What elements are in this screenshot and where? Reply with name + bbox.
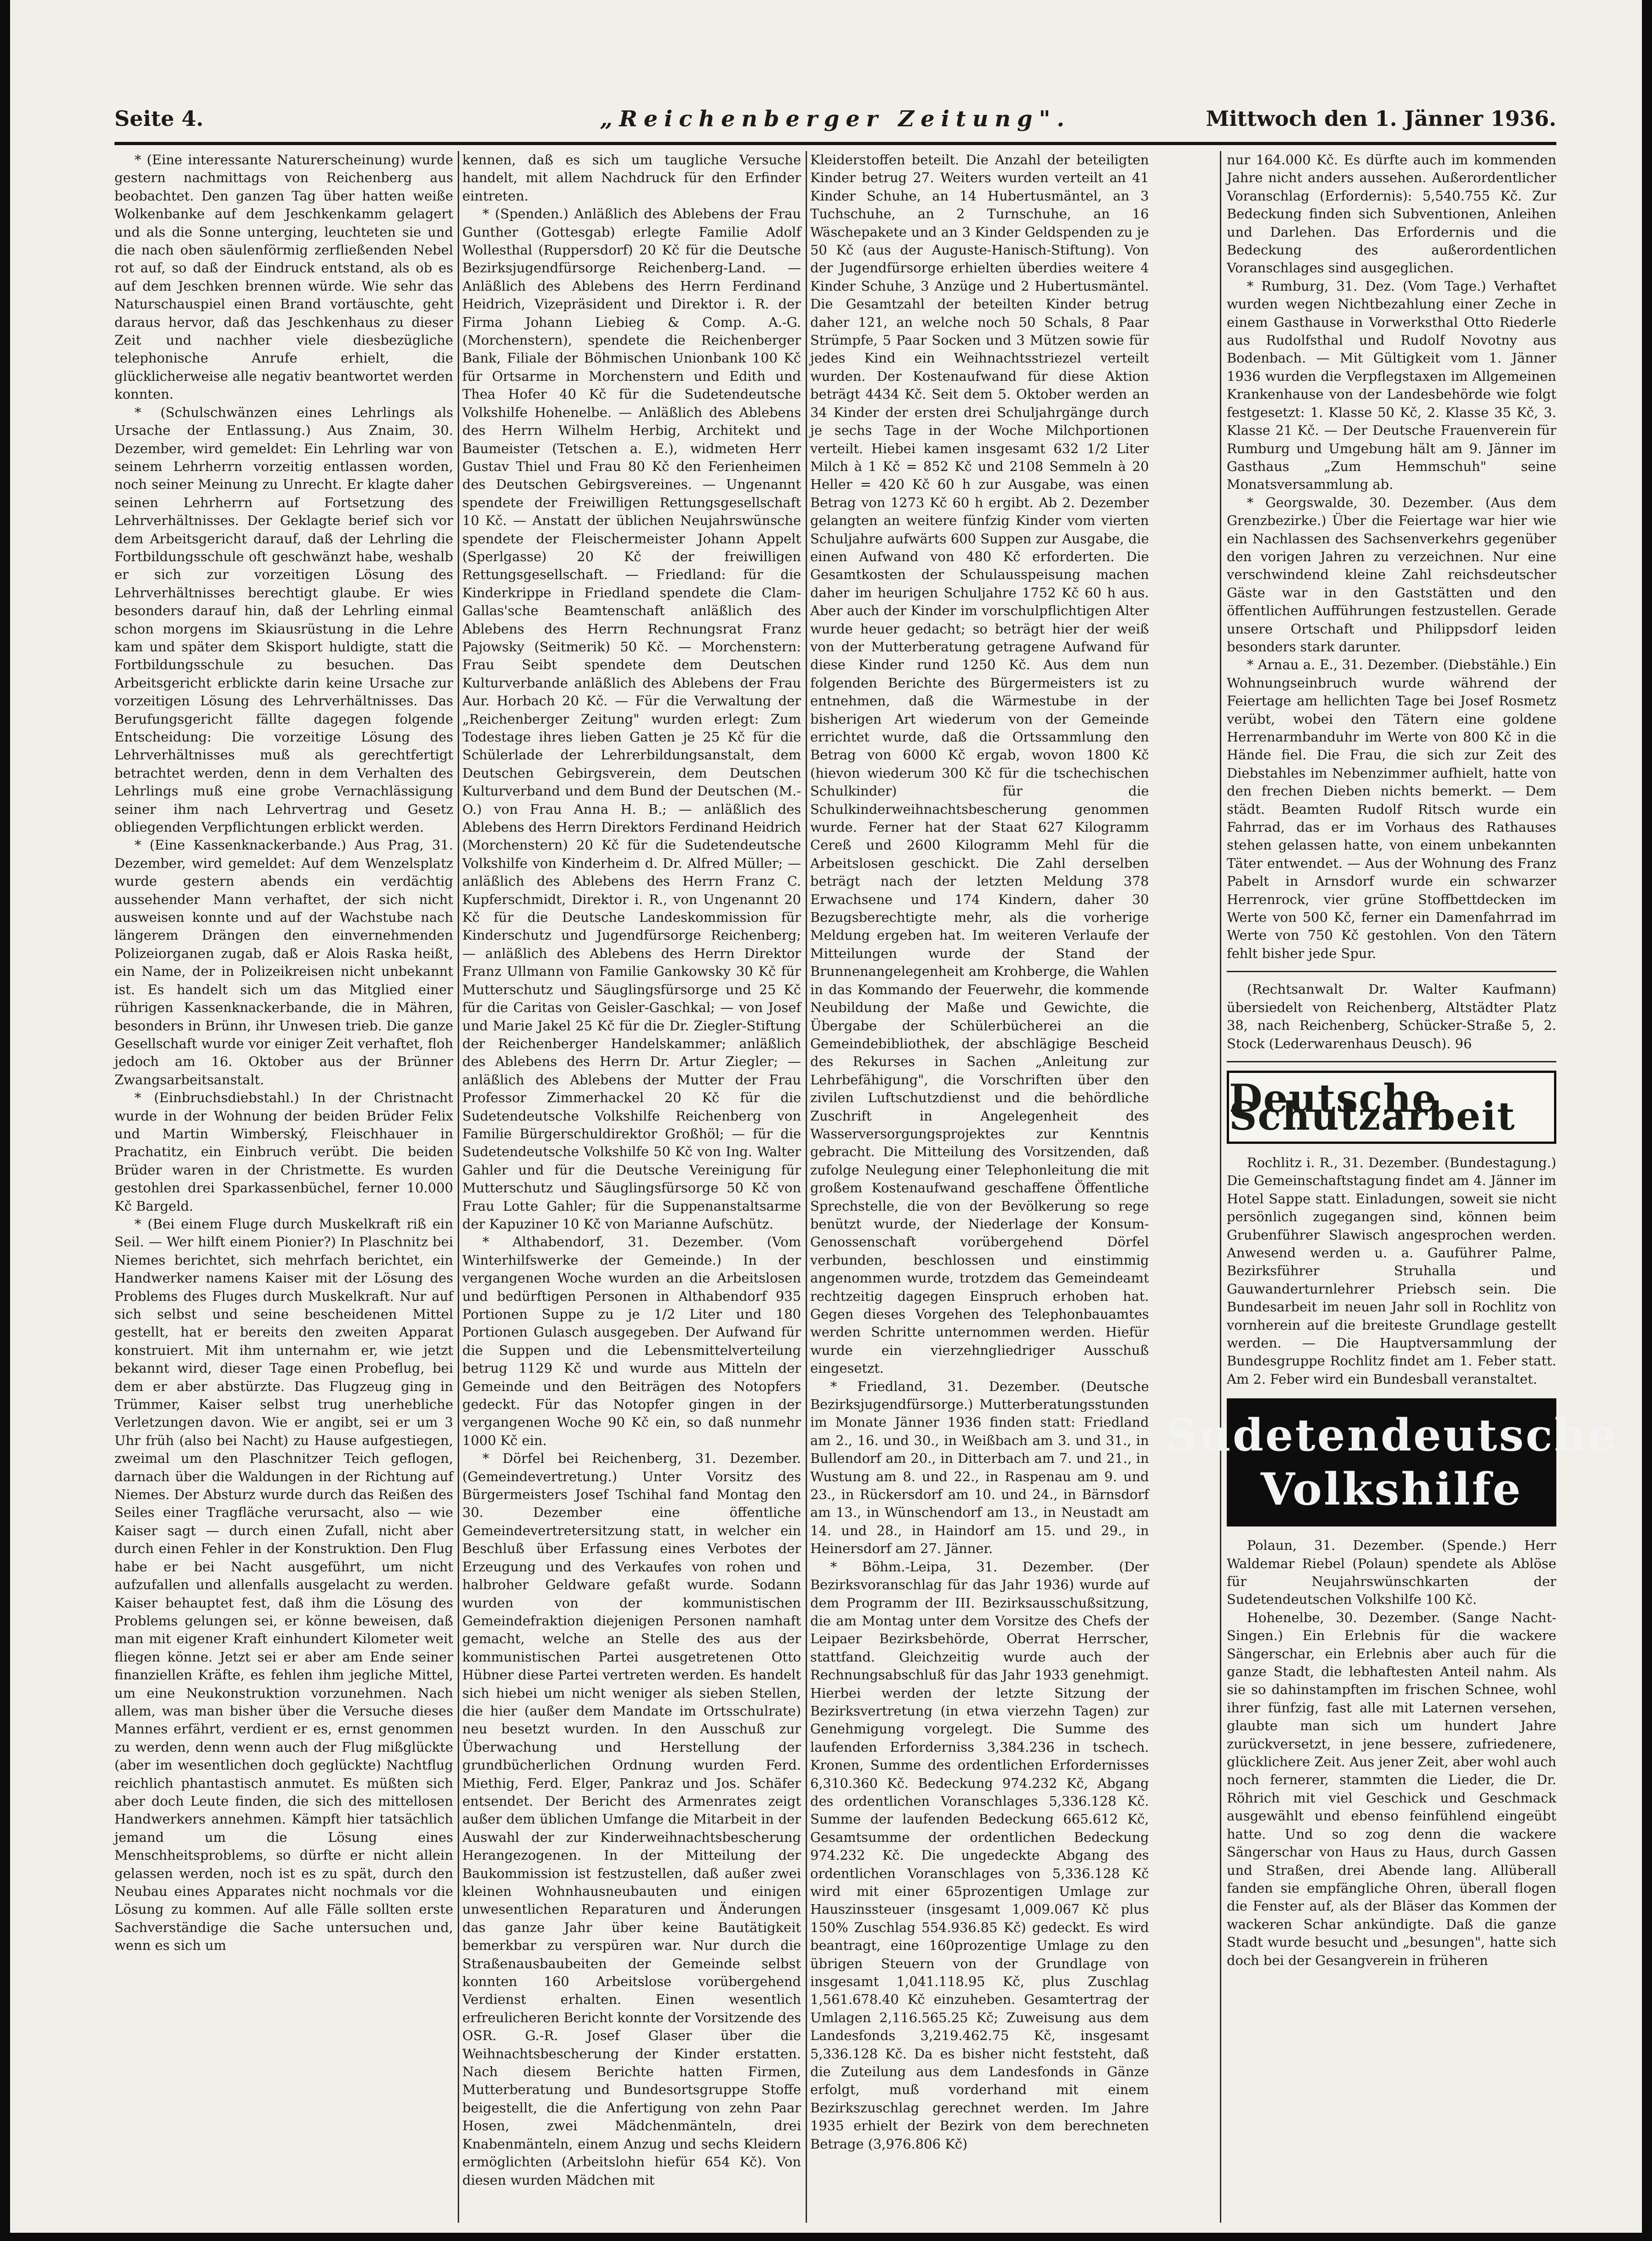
column-divider	[1220, 151, 1221, 2223]
banner-line: Volkshilfe	[1261, 1463, 1522, 1516]
article-paragraph: * Althabendorf, 31. Dezember. (Vom Winterhilfswerke der Gemeinde.) In der vergangenen Woche wurden an die Arbeitslosen und bedürftigen Personen in Althabendorf 935 Portionen Suppe zu je 1/2 Liter und 180 Portionen Gulasch ausgegeben. Der Aufwand für die Suppen und die Lebensmittelverteilung betrug 1129 Kč und wurde aus Mitteln der Gemeinde und den Beiträgen des Notopfers gedeckt. Für das Notopfer gingen in der vergangenen Woche 90 Kč ein, so daß nunmehr 1000 Kč ein.	[462, 1234, 801, 1448]
article-paragraph: * (Eine Kassenknackerbande.) Aus Prag, 31. Dezember, wird gemeldet: Auf dem Wenzelsplatz wurde gestern abends ein verdächtig aussehender Mann verhaftet, der sich nicht ausweisen konnte und auf der Wachstube nach längerem Drängen den einvernehmenden Polizeiorganen zugab, daß er Alois Raska heißt, ein Name, der in Polizeikreisen nicht unbekannt ist. Es handelt sich um das Mitglied einer rührigen Kassenknackerbande, die in Mähren, besonders in Brünn, ihr Unwesen trieb. Die ganze Gesellschaft wurde vor einiger Zeit verhaftet, floh jedoch am 16. Oktober aus der Brünner Zwangsarbeitsanstalt.	[114, 837, 453, 1088]
section-banner-volkshilfe	[1165, 1398, 1618, 1526]
article-paragraph: * Rumburg, 31. Dez. (Vom Tage.) Verhaftet wurden wegen Nichtbezahlung einer Zeche in einem Gasthause in Vorwerksthal Otto Riederle aus Rudolfsthal und Rudolf Novotny aus Bodenbach. — Mit Gültigkeit vom 1. Jänner 1936 wurden die Verpflegstaxen im Allgemeinen Krankenhause von der Landesbehörde wie folgt festgesetzt: 1. Klasse 50 Kč, 2. Klasse 35 Kč, 3. Klasse 21 Kč. — Der Deutsche Frauenverein für Rumburg und Umgebung hält am 9. Jänner im Gasthaus „Zum Hemmschuh" seine Monatsversammlung ab.	[1227, 278, 1556, 493]
page-number: Seite 4.	[114, 106, 204, 131]
article-paragraph: * (Einbruchsdiebstahl.) In der Christnacht wurde in der Wohnung der beiden Brüder Felix und Martin Wimberský, Fleischhauer in Prachatitz, ein Einbruch verübt. Die beiden Brüder waren in der Christmette. Es wurden gestohlen drei Sparkassenbüchel, ferner 10.000 Kč Bargeld.	[114, 1090, 453, 1214]
article-paragraph: nur 164.000 Kč. Es dürfte auch im kommenden Jahre nicht anders aussehen. Außerordentlicher Voranschlag (Erfordernis): 5,540.755 Kč. Zur Bedeckung finden sich Subventionen, Anleihen und Darlehen. Das Erfordernis und die Bedeckung des außerordentlichen Voranschlages sind ausgeglichen.	[1227, 152, 1556, 276]
article-paragraph: Kleiderstoffen beteilt. Die Anzahl der beteiligten Kinder betrug 27. Weiters wurden verteilt an 41 Kinder Schuhe, an 14 Hubertusmäntel, an 3 Tuchschuhe, an 2 Turnschuhe, an 16 Wäschepakete und an 3 Kinder Geldspenden zu je 50 Kč (aus der Auguste-Hanisch-Stiftung). Von der Jugendfürsorge erhielten überdies weitere 4 Kinder Schuhe, 3 Anzüge und 2 Hubertusmäntel. Die Gesamtzahl der beteilten Kinder betrug daher 121, an welche noch 50 Schals, 8 Paar Strümpfe, 5 Paar Socken und 3 Mützen sowie für jedes Kind ein Weihnachtsstriezel verteilt wurden. Der Kostenaufwand für diese Aktion beträgt 4434 Kč. Seit dem 5. Oktober werden an 34 Kinder der ersten drei Schuljahrgänge durch je sechs Tage in der Woche Milchportionen verteilt. Hiebei kamen insgesamt 632 1/2 Liter Milch à 1 Kč = 852 Kč und 2108 Semmeln à 20 Heller = 420 Kč 60 h zur Ausgabe, was einen Betrag von 1273 Kč 60 h ergibt. Ab 2. Dezember gelangten an weitere fünfzig Kinder vom vierten Schuljahre aufwärts 600 Suppen zur Ausgabe, die einen Aufwand von 480 Kč erforderten. Die Gesamtkosten der Schulausspeisung machen daher im heurigen Schuljahre 1752 Kč 60 h aus. Aber auch der Kinder im vorschulpflichtigen Alter wurde heuer gedacht; so beträgt hier der weiß von der Mutterberatung getragene Aufwand für diese Kinder rund 1250 Kč. Aus dem nun folgenden Berichte des Bürgermeisters ist zu entnehmen, daß die Wärmestube in der bisherigen Art wiederum von der Gemeinde errichtet wurde, daß die Ortssammlung den Betrag von 6000 Kč ergab, wovon 1800 Kč (hievon wiederum 300 Kč für die tschechischen Schulkinder) für die Schulkinderweihnachtsbescherung genommen wurde. Ferner hat der Staat 627 Kilogramm Cereß und 2600 Kilogramm Mehl für die Arbeitslosen geschickt. Die Zahl derselben beträgt nach der letzten Meldung 378 Erwachsene und 174 Kindern, daher 30 Bezugsberechtigte mehr, als die vorherige Meldung ergeben hat. Im weiteren Verlaufe der Mitteilungen wurde der Stand der Brunnenangelegenheit am Krohberge, die Wahlen in das Kommando der Feuerwehr, die kommende Neubildung der Maße und Gewichte, die Übergabe der Schülerbücherei an die Gemeindebibliothek, der abschlägige Bescheid des Rekurses in Sachen „Anleitung zur Lehrbefähigung", die Vorschriften über den zivilen Luftschutzdienst und die behördliche Zuschrift in Angelegenheit des Wasserversorgungsprojektes zur Kenntnis gebracht. Die Mitteilung des Vorsitzenden, daß zufolge Neulegung einer Telephonleitung die mit großem Kostenaufwand geschaffene Öffentliche Sprechstelle, die von der Bevölkerung so rege benützt wurde, der Niederlage der Konsum-Genossenschaft vorübergehend Dörfel verbunden, beschlossen und einstimmig angenommen wurde, trotzdem das Gemeindeamt rechtzeitig dagegen Einspruch erhoben hat. Gegen dieses Vorgehen des Telephonbauamtes werden Schritte unternommen werden. Hiefür wurde ein vierzehngliedriger Ausschuß eingesetzt.	[810, 152, 1149, 1376]
article-paragraph: Rochlitz i. R., 31. Dezember. (Bundestagung.) Die Gemeinschaftstagung findet am 4. Jänner im Hotel Sappe statt. Einladungen, soweit sie nicht persönlich zugegangen sind, können beim Grubenführer Slawisch angesprochen werden. Anwesend werden u. a. Gauführer Palme, Bezirksführer Struhalla und Gauwanderturnlehrer Priebsch sein. Die Bundesarbeit im neuen Jahr soll in Rochlitz von vornherein auf die breiteste Grundlage gestellt werden. — Die Hauptversammlung der Bundesgruppe Rochlitz findet am 1. Feber statt. Am 2. Feber wird ein Bundesball veranstaltet.	[1227, 1154, 1556, 1387]
article-paragraph: * Georgswalde, 30. Dezember. (Aus dem Grenzbezirke.) Über die Feiertage war hier wie ein Nachlassen des Sachsenverkehrs gegenüber den vorigen Jahren zu verzeichnen. Nur eine verschwindend kleine Zahl reichsdeutscher Gäste war in den Gaststätten und den öffentlichen Aufführungen festzustellen. Gerade unsere Ortschaft und Philippsdorf leiden besonders stark darunter.	[1227, 494, 1556, 655]
banner-line: Sudetendeutsche	[1165, 1409, 1618, 1462]
article-paragraph: kennen, daß es sich um taugliche Versuche handelt, mit allem Nachdruck für den Erfinder eintreten.	[462, 152, 801, 204]
column-4	[1165, 151, 1618, 2223]
column-divider	[458, 151, 459, 2223]
article-paragraph: * Friedland, 31. Dezember. (Deutsche Bezirksjugendfürsorge.) Mutterberatungsstunden im Monate Jänner 1936 finden statt: Friedland am 2., 16. und 30., in Weißbach am 3. und 31., in Bullendorf am 20., in Ditterbach am 7. und 21., in Wustung am 8. und 22., in Raspenau am 9. und 23., in Rückersdorf am 10. und 24., in Bärnsdorf am 13., in Wünschendorf am 13., in Neustadt am 14. und 28., in Haindorf am 15. und 29., in Heinersdorf am 27. Jänner.	[810, 1378, 1149, 1557]
column-1	[114, 151, 453, 2223]
article-paragraph: * (Schulschwänzen eines Lehrlings als Ursache der Entlassung.) Aus Znaim, 30. Dezember, wird gemeldet: Ein Lehrling war von seinem Lehrherrn vorzeitig entlassen worden, noch seiner Meinung zu Unrecht. Er klagte daher seinen Lehrherrn auf Fortsetzung des Lehrverhältnisses. Der Geklagte berief sich vor dem Arbeitsgericht darauf, daß der Lehrling die Fortbildungsschule oft geschwänzt habe, weshalb er sich zur vorzeitigen Lösung des Lehrverhältnisses berechtigt glaube. Er wies besonders darauf hin, daß der Lehrling einmal schon morgens im Skiausrüstung in die Lehre kam und später dem Skisport huldigte, statt die Fortbildungsschule zu besuchen. Das Arbeitsgericht erblickte darin keine Ursache zur vorzeitigen Lösung des Lehrverhältnisses. Das Berufungsgericht fällte dagegen folgende Entscheidung: Die vorzeitige Lösung des Lehrverhältnisses muß als gerechtfertigt betrachtet werden, denn in dem Verhalten des Lehrlings muß eine grobe Vernachlässigung seiner ihm nach Lehrvertrag und Gesetz obliegenden Verpflichtungen erblickt werden.	[114, 404, 453, 835]
article-paragraph: * (Bei einem Fluge durch Muskelkraft riß ein Seil. — Wer hilft einem Pionier?) In Plaschnitz bei Niemes berichtet, sich mehrfach berichtet, ein Handwerker namens Kaiser mit der Lösung des Problems des Fluges durch Muskelkraft. Nur auf sich selbst und seine bescheidenen Mittel gestellt, hat er bereits den zweiten Apparat konstruiert. Mit ihm unternahm er, wie jetzt bekannt wird, dieser Tage einen Probeflug, bei dem er aber abstürzte. Das Flugzeug ging in Trümmer, Kaiser selbst trug unerhebliche Verletzungen davon. Wie er angibt, sei er um 3 Uhr früh (also bei Nacht) zu Hause aufgestiegen, zweimal um den Plaschnitzer Teich geflogen, darnach über die Waldungen in der Richtung auf Niemes. Der Absturz wurde durch das Reißen des Seiles einer Tragfläche verursacht, also — wie Kaiser sagt — durch einen Zufall, nicht aber durch einen Fehler in der Konstruktion. Den Flug habe er bei Nacht ausgeführt, um nicht aufzufallen und allenfalls ausgelacht zu werden. Kaiser behauptet fest, daß ihm die Lösung des Problems gelungen sei, er könne beweisen, daß man mit eigener Kraft einhundert Kilometer weit fliegen könne. Jetzt sei er aber am Ende seiner finanziellen Kräfte, es fehlen ihm jegliche Mittel, um eine Neukonstruktion vorzunehmen. Nach allem, was man bisher über die Versuche dieses Mannes erfährt, verdient er es, ernst genommen zu werden, denn wenn auch der Flug mißglückte (aber im wesentlichen doch geglückte) Nachtflug reichlich phantastisch anmutet. Es müßten sich aber doch Leute finden, die sich des mittellosen Handwerkers annehmen. Kämpft hier tatsächlich jemand um die Lösung eines Menschheitsproblems, so dürfte er nicht allein gelassen werden, noch ist es zu spät, durch den Neubau eines Apparates nicht nochmals vor die Lösung zu kommen. Auf alle Fälle sollten erste Sachverständige die Sache untersuchen und, wenn es sich um	[114, 1216, 453, 1954]
article-paragraph: * (Spenden.) Anläßlich des Ablebens der Frau Gunther (Gottesgab) erlegte Familie Adolf Wollesthal (Ruppersdorf) 20 Kč für die Deutsche Bezirksjugendfürsorge Reichenberg-Land. — Anläßlich des Ablebens des Herrn Ferdinand Heidrich, Vizepräsident und Direktor i. R. der Firma Johann Liebieg & Comp. A.-G. (Morchenstern), spendete die Reichenberger Bank, Filiale der Böhmischen Unionbank 100 Kč für Ortsarme in Morchenstern und Edith und Thea Hofer 40 Kč für die Sudetendeutsche Volkshilfe Hohenelbe. — Anläßlich des Ablebens des Herrn Wilhelm Herbig, Architekt und Baumeister (Tetschen a. E.), widmeten Herr Gustav Thiel und Frau 80 Kč den Ferienheimen des Deutschen Gebirgsvereines. — Ungenannt spendete der Freiwilligen Rettungsgesellschaft 10 Kč. — Anstatt der üblichen Neujahrswünsche spendete der Fleischermeister Johann Appelt (Sperlgasse) 20 Kč der freiwilligen Rettungsgesellschaft. — Friedland: für die Kinderkrippe in Friedland spendete die Clam-Gallas'sche Beamtenschaft anläßlich des Ablebens des Herrn Rechnungsrat Franz Pajowsky (Seitmerik) 50 Kč. — Morchenstern: Frau Seibt spendete dem Deutschen Kulturverbande anläßlich des Ablebens der Frau Aur. Horbach 20 Kč. — Für die Verwaltung der „Reichenberger Zeitung" wurden erlegt: Zum Todestage ihres lieben Gatten je 25 Kč für die Schülerlade der Lehrerbildungsanstalt, dem Deutschen Gebirgsverein, dem Deutschen Kulturverband und dem Bund der Deutschen (M.-O.) von Frau Anna H. B.; — anläßlich des Ablebens des Herrn Direktors Ferdinand Heidrich (Morchenstern) 20 Kč für die Sudetendeutsche Volkshilfe von Kinderheim d. Dr. Alfred Müller; — anläßlich des Ablebens des Herrn Franz C. Kupferschmidt, Direktor i. R., von Ungenannt 20 Kč für die Deutsche Landeskommission für Kinderschutz und Jugendfürsorge Reichenberg; — anläßlich des Ablebens des Herrn Direktor Franz Ullmann von Familie Gankowsky 30 Kč für Mutterschutz und Säuglingsfürsorge und 25 Kč für die Caritas von Geisler-Gaschkal; — von Josef und Marie Jakel 25 Kč für die Dr. Ziegler-Stiftung der Reichenberger Handelskammer; anläßlich des Ablebens des Herrn Dr. Artur Ziegler; — anläßlich des Ablebens der Mutter der Frau Professor Zimmerhackel 20 Kč für die Sudetendeutsche Volkshilfe Reichenberg von Familie Bürgerschuldirektor Großhöl; — für die Sudetendeutsche Volkshilfe 50 Kč von Ing. Walter Gahler und für die Deutsche Vereinigung für Mutterschutz und Säuglingsfürsorge 50 Kč von Frau Lotte Gahler; für die Suppenanstaltsarme der Kapuziner 10 Kč von Marianne Aufschütz.	[462, 206, 801, 1232]
article-paragraph: * Dörfel bei Reichenberg, 31. Dezember. (Gemeindevertretung.) Unter Vorsitz des Bürgermeisters Josef Tschihal fand Montag den 30. Dezember eine öffentliche Gemeindevertretersitzung statt, in welcher ein Beschluß über Erfassung eines Verbotes der Erzeugung und des Verkaufes von rohen und halbroher Geldware gefaßt wurde. Sodann wurden von der kommunistischen Gemeindefraktion diejenigen Personen namhaft gemacht, welche an Stelle des aus der kommunistischen Partei ausgetretenen Otto Hübner diese Partei vertreten werden. Es handelt sich hiebei um nicht weniger als sieben Stellen, die hier (außer dem Mandate im Ortsschulrate) neu besetzt wurden. In den Ausschuß zur Überwachung und Herstellung der grundbücherlichen Ordnung wurden Ferd. Miethig, Ferd. Elger, Pankraz und Jos. Schäfer entsendet. Der Bericht des Armenrates zeigt außer dem üblichen Umfange die Mitarbeit in der Auswahl der zur Kinderweihnachtsbescherung Herangezogenen. In der Mitteilung der Baukommission ist festzustellen, daß außer zwei kleinen Wohnhausneubauten und einigen unwesentlichen Reparaturen und Änderungen das ganze Jahr über keine Bautätigkeit bemerkbar zu verspüren war. Nur durch die Straßenausbaubeiten der Gemeinde selbst konnten 160 Arbeitslose vorübergehend Verdienst erhalten. Einen wesentlich erfreulicheren Bericht konnte der Vorsitzende des OSR. G.-R. Josef Glaser über die Weihnachtsbescherung der Kinder erstatten. Nach diesem Berichte hatten Firmen, Mutterberatung und Bundesortsgruppe Stoffe beigestellt, die die Anfertigung von zehn Paar Hosen, zwei Mädchenmänteln, drei Knabenmänteln, einem Anzug und sechs Kleidern ermöglichten (Arbeitslohn hiefür 654 Kč). Von diesen wurden Mädchen mit	[462, 1451, 801, 2188]
scan-border-left	[0, 0, 10, 2241]
article-paragraph: * (Eine interessante Naturerscheinung) wurde gestern nachmittags von Reichenberg aus beobachtet. Den ganzen Tag über hatten weiße Wolkenbanke auf dem Jeschkenkamm gelagert und als die Sonne unterging, leuchteten sie und die nach oben säulenförmig zerfließenden Nebel rot auf, so daß der Eindruck entstand, als ob es auf dem Jeschken brennen würde. Wie sehr das Naturschauspiel einen Brand vortäuschte, geht daraus hervor, daß das Jeschkenhaus zu dieser Zeit und nachher viele diesbezügliche telephonische Anrufe erhielt, die glücklicherweise alle negativ beantwortet werden konnten.	[114, 152, 453, 402]
scan-border-bottom	[0, 2233, 1652, 2241]
article-paragraph: Hohenelbe, 30. Dezember. (Sange Nacht-Singen.) Ein Erlebnis für die wackere Sängerschar, ein Erlebnis aber auch für die ganze Stadt, die lebhaftesten Anteil nahm. Als sie so dahinstampften im frischen Schnee, wohl ihrer fünfzig, fast alle mit Laternen versehen, glaubte man sich um hundert Jahre zurückversetzt, in jene bessere, zufriedenere, glücklichere Zeit. Aus jener Zeit, aber wohl auch noch fernerer, stammten die Lieder, die Dr. Röhrich mit viel Geschick und Geschmack ausgewählt und ebenso feinfühlend eingeübt hatte. Und so zog denn die wackere Sängerschar von Haus zu Haus, durch Gassen und Straßen, drei Abende lang. Allüberall fanden sie empfängliche Ohren, überall flogen die Fenster auf, als der Bläser das Kommen der wackeren Schar ankündigte. Daß die ganze Stadt wurde besucht und „besungen", hatte sich doch bei der Gesangverein in früheren	[1227, 1609, 1556, 1968]
column-divider	[806, 151, 807, 2223]
section-rule	[1227, 1061, 1556, 1062]
newspaper-title: „Reichenberger Zeitung".	[600, 106, 1071, 132]
notice-paragraph: (Rechtsanwalt Dr. Walter Kaufmann) übersiedelt von Reichenberg, Altstädter Platz 38, nach Reichenberg, Schücker-Straße 5, 2. Stock (Lederwarenhaus Deusch). 96	[1227, 981, 1556, 1051]
column-3	[810, 151, 1149, 2223]
section-rule	[1227, 971, 1556, 972]
scan-border-right	[1642, 0, 1652, 2241]
article-paragraph: * Arnau a. E., 31. Dezember. (Diebstähle.) Ein Wohnungseinbruch wurde während der Feiertage am hellichten Tage bei Josef Rosmetz verübt, wobei den Tätern eine goldene Herrenarmbanduhr im Werte von 800 Kč in die Hände fiel. Die Frau, die sich zur Zeit des Diebstahles im Nebenzimmer aufhielt, hatte von den frechen Dieben nichts bemerkt. — Dem städt. Beamten Rudolf Ritsch wurde ein Fahrrad, das er im Vorhaus des Rathauses stehen gelassen hatte, von einem unbekannten Täter entwendet. — Aus der Wohnung des Franz Pabelt in Arnsdorf wurde ein schwarzer Herrenrock, vier grüne Stoffbettdecken im Werte von 500 Kč, ferner ein Damenfahrrad im Werte von 750 Kč gestohlen. Von den Tätern fehlt bisher jede Spur.	[1227, 657, 1556, 961]
section-banner-schutzarbeit: Deutsche Schutzarbeit	[1227, 1071, 1556, 1144]
header-rule	[114, 142, 1556, 145]
masthead	[114, 106, 1556, 138]
issue-date: Mittwoch den 1. Jänner 1936.	[1206, 106, 1556, 131]
article-paragraph: * Böhm.-Leipa, 31. Dezember. (Der Bezirksvoranschlag für das Jahr 1936) wurde auf dem Programm der III. Bezirksausschußsitzung, die am Montag unter dem Vorsitze des Chefs der Leipaer Bezirksbehörde, Oberrat Herrscher, stattfand. Gleichzeitig wurde auch der Rechnungsabschluß für das Jahr 1933 genehmigt. Hierbei werden der letzte Sitzung der Bezirksvertretung (in etwa vierzehn Tagen) zur Genehmigung vorgelegt. Die Summe des laufenden Erforderniss 3,384.236 in tschech. Kronen, Summe des ordentlichen Erfordernisses 6,310.360 Kč. Bedeckung 974.232 Kč, Abgang des ordentlichen Voranschlages 5,336.128 Kč. Summe der laufenden Bedeckung 665.612 Kč, Gesamtsumme der ordentlichen Bedeckung 974.232 Kč. Die ungedeckte Abgang des ordentlichen Voranschlages von 5,336.128 Kč wird mit einer 65prozentigen Umlage zur Hauszinssteuer (insgesamt 1,009.067 Kč plus 150% Zuschlag 554.936.85 Kč) gedeckt. Es wird beantragt, eine 160prozentige Umlage zu den übrigen Steuern von der Grundlage von insgesamt 1,041.118.95 Kč, plus Zuschlag 1,561.678.40 Kč einzuheben. Gesamtertrag der Umlagen 2,116.565.25 Kč; Zuweisung aus dem Landesfonds 3,219.462.75 Kč, insgesamt 5,336.128 Kč. Da es bisher nicht feststeht, daß die Zuteilung aus dem Landesfonds in Gänze erfolgt, muß vorderhand mit einem Bezirkszuschlag gerechnet werden. Im Jahre 1935 erhielt der Bezirk von dem berechneten Betrage (3,976.806 Kč)	[810, 1559, 1149, 2152]
column-2	[462, 151, 801, 2223]
article-paragraph: Polaun, 31. Dezember. (Spende.) Herr Waldemar Riebel (Polaun) spendete als Ablöse für Neujahrswünschkarten der Sudetendeutschen Volkshilfe 100 Kč.	[1227, 1537, 1556, 1608]
